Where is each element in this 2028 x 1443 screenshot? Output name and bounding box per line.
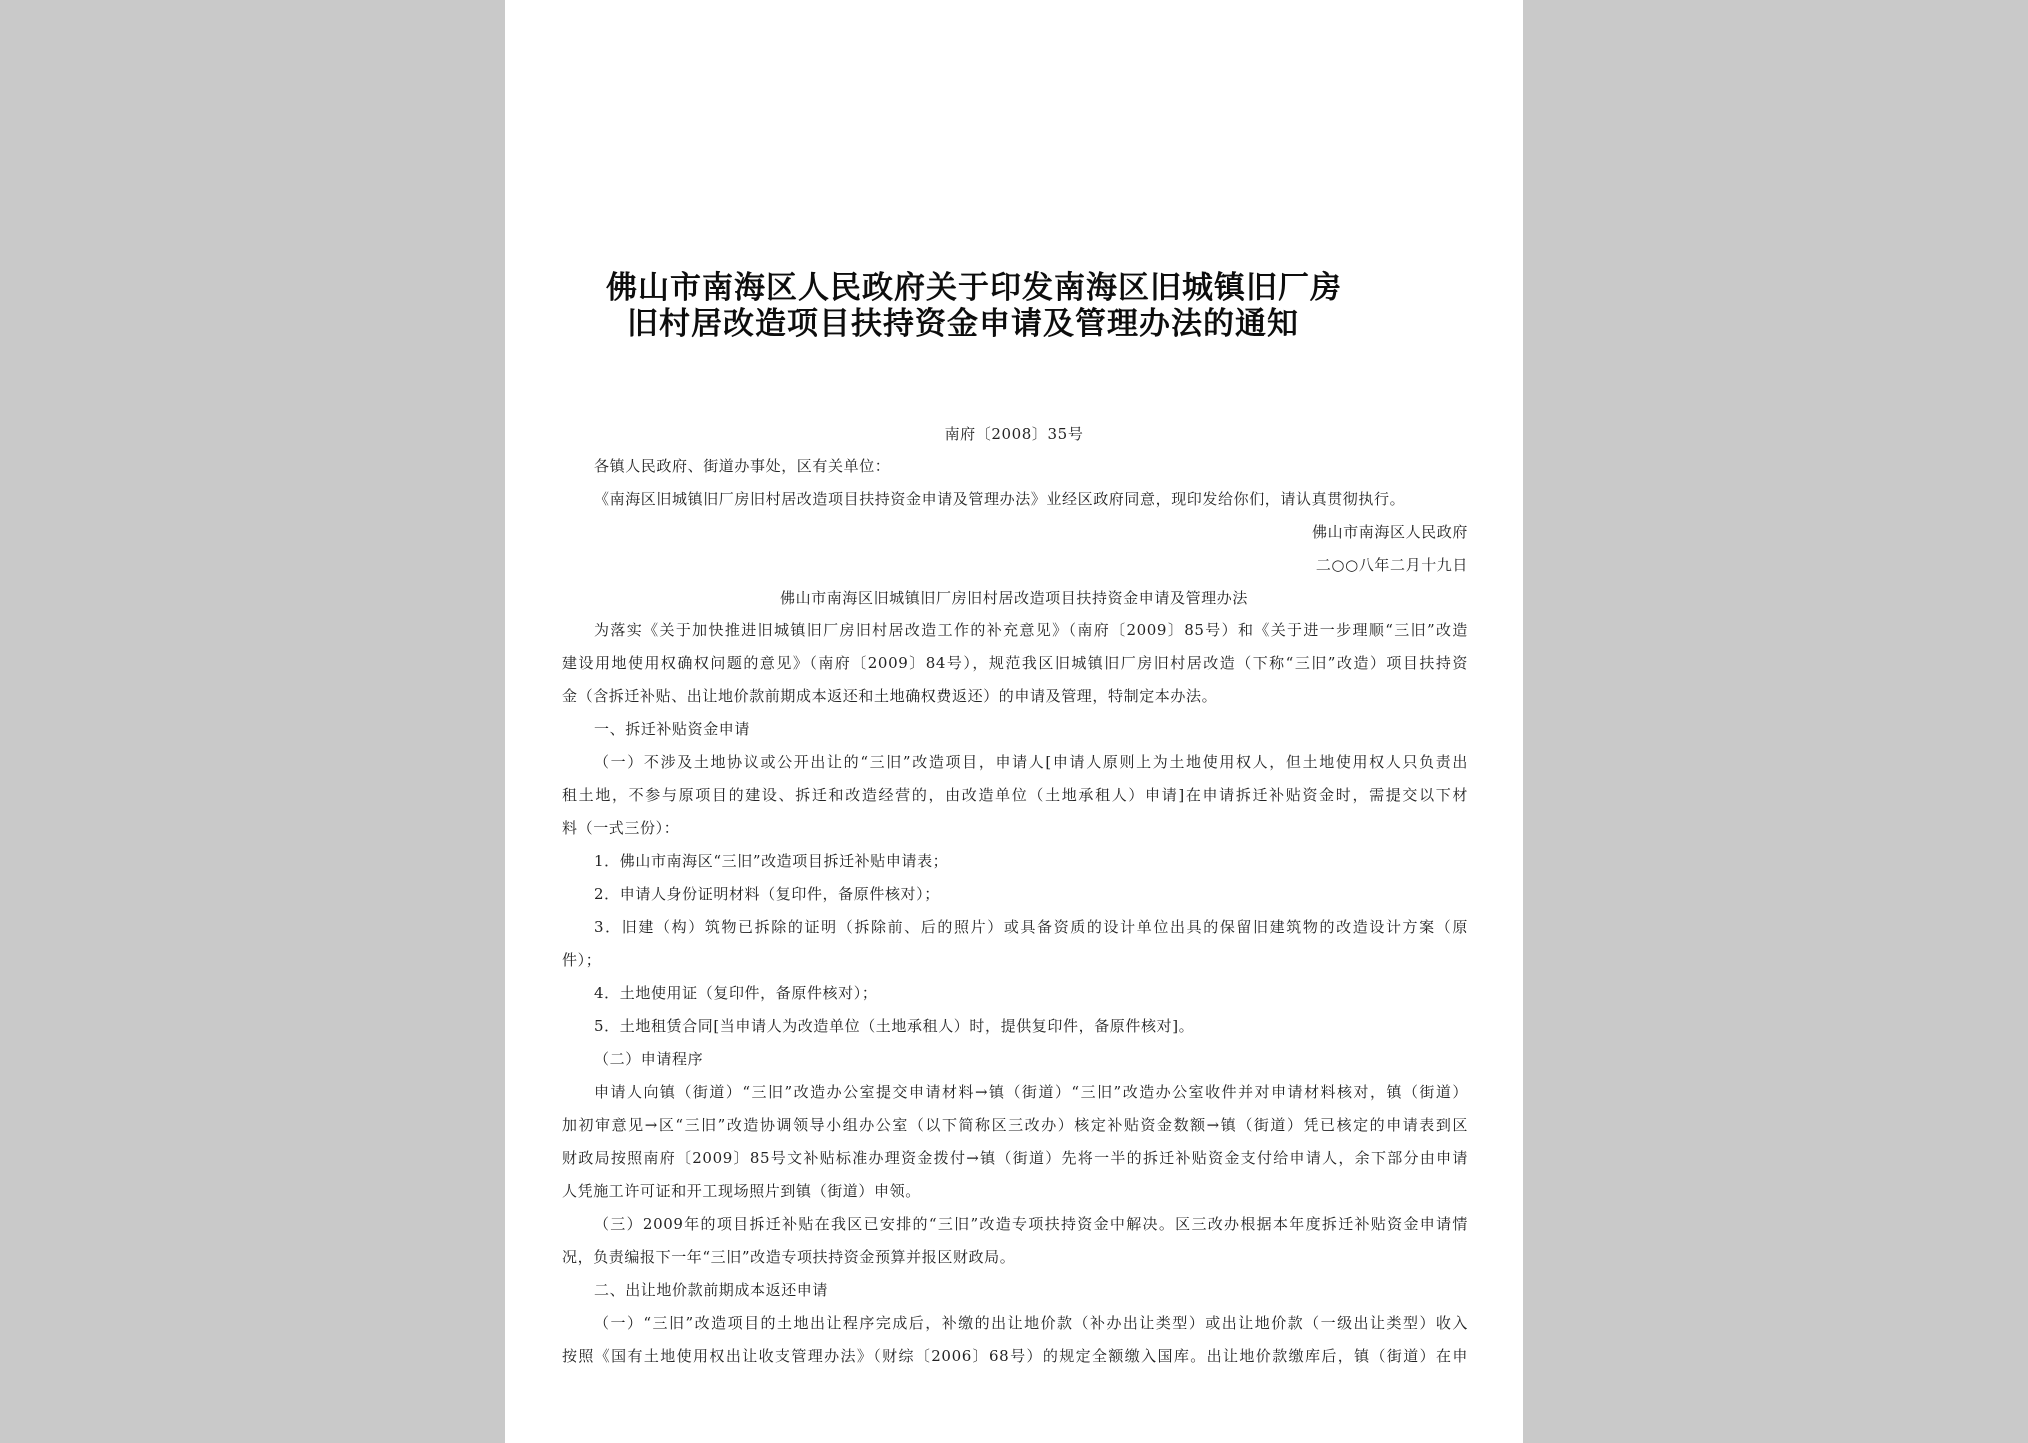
addressee: 各镇人民政府、街道办事处，区有关单位： <box>594 457 891 475</box>
body-line: 财政局按照南府〔2009〕85号文补贴标准办理资金拨付→镇（街道）先将一半的拆迁补贴资金支付给申请人，余下部分由申请 <box>562 1149 1468 1167</box>
list-item: 5．土地租赁合同[当申请人为改造单位（土地承租人）时，提供复印件，备原件核对]。 <box>594 1017 1195 1035</box>
body-line: 件）； <box>562 951 602 969</box>
body-line: （一）不涉及土地协议或公开出让的“三旧”改造项目，申请人[申请人原则上为土地使用权人，但土地使用权人只负责出 <box>594 753 1468 771</box>
body-line: 人凭施工许可证和开工现场照片到镇（街道）申领。 <box>562 1182 921 1200</box>
signature-org: 佛山市南海区人民政府 <box>1311 523 1468 541</box>
document-title-line-1: 佛山市南海区人民政府关于印发南海区旧城镇旧厂房 <box>606 270 1342 306</box>
body-line: （三）2009年的项目拆迁补贴在我区已安排的“三旧”改造专项扶持资金中解决。区三改办根据本年度拆迁补贴资金申请情 <box>594 1215 1468 1233</box>
signature-date: 二○○八年二月十九日 <box>1315 556 1468 574</box>
list-item: 2．申请人身份证明材料（复印件，备原件核对）； <box>594 885 940 903</box>
list-item: 3．旧建（构）筑物已拆除的证明（拆除前、后的照片）或具备资质的设计单位出具的保留旧建筑物的改造设计方案（原 <box>594 918 1468 936</box>
document-title-line-2: 旧村居改造项目扶持资金申请及管理办法的通知 <box>627 306 1299 342</box>
list-item: 1．佛山市南海区“三旧”改造项目拆迁补贴申请表； <box>594 852 949 870</box>
body-line: 申请人向镇（街道）“三旧”改造办公室提交申请材料→镇（街道）“三旧”改造办公室收件并对申请材料核对，镇（街道） <box>594 1083 1468 1101</box>
body-line: 加初审意见→区“三旧”改造协调领导小组办公室（以下简称区三改办）核定补贴资金数额→镇（街道）凭已核定的申请表到区 <box>562 1116 1468 1134</box>
section-heading: 一、拆迁补贴资金申请 <box>594 720 751 738</box>
body-line: 况，负责编报下一年“三旧”改造专项扶持资金预算并报区财政局。 <box>562 1248 1016 1266</box>
body-line: 料（一式三份）： <box>562 819 680 837</box>
section-heading: 二、出让地价款前期成本返还申请 <box>594 1281 829 1299</box>
attachment-title: 佛山市南海区旧城镇旧厂房旧村居改造项目扶持资金申请及管理办法 <box>779 589 1248 607</box>
body-line: （一）“三旧”改造项目的土地出让程序完成后，补缴的出让地价款（补办出让类型）或出让地价款（一级出让类型）收入 <box>594 1314 1468 1332</box>
intro-paragraph: 《南海区旧城镇旧厂房旧村居改造项目扶持资金申请及管理办法》业经区政府同意，现印发给你们，请认真贯彻执行。 <box>594 490 1406 508</box>
body-line: 建设用地使用权确权问题的意见》（南府〔2009〕84号），规范我区旧城镇旧厂房旧村居改造（下称“三旧”改造）项目扶持资 <box>562 654 1468 672</box>
body-line: 按照《国有土地使用权出让收支管理办法》（财综〔2006〕68号）的规定全额缴入国库。出让地价款缴库后，镇（街道）在申 <box>562 1347 1468 1365</box>
list-item: 4．土地使用证（复印件，备原件核对）； <box>594 984 878 1002</box>
body-line: 租土地，不参与原项目的建设、拆迁和改造经营的，由改造单位（土地承租人）申请]在申请拆迁补贴资金时，需提交以下材 <box>562 786 1468 804</box>
body-line: 金（含拆迁补贴、出让地价款前期成本返还和土地确权费返还）的申请及管理，特制定本办法。 <box>562 687 1218 705</box>
document-number: 南府〔2008〕35号 <box>944 425 1084 443</box>
body-line: 为落实《关于加快推进旧城镇旧厂房旧村居改造工作的补充意见》（南府〔2009〕85号）和《关于进一步理顺“三旧”改造 <box>594 621 1468 639</box>
document-page <box>505 0 1523 1443</box>
section-heading: （二）申请程序 <box>594 1050 704 1068</box>
